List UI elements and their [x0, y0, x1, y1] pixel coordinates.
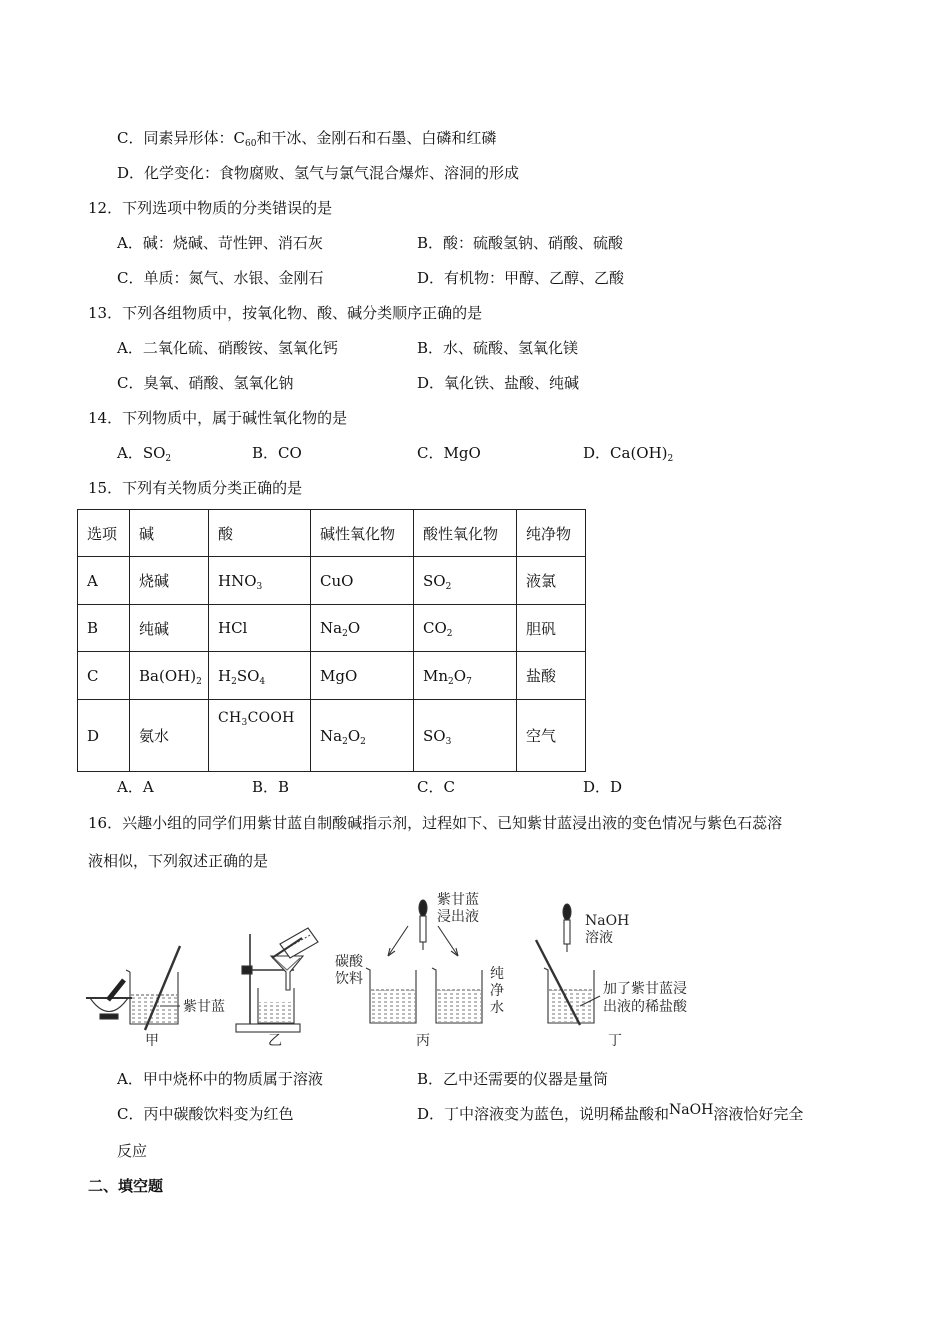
q15-option-c: C．C [417, 778, 455, 796]
header-cell: 纯净物 [517, 510, 586, 557]
q13-stem: 13．下列各组物质中，按氧化物、酸、碱分类顺序正确的是 [88, 304, 483, 322]
q16-option-d-cont: 反应 [117, 1142, 148, 1160]
naoh-label-2: 溶液 [585, 930, 613, 946]
q15-option-d: D．D [583, 778, 623, 796]
label-jia: 甲 [145, 1033, 159, 1049]
acidic-oxide-cell: $Mn_2O_7$ [414, 652, 517, 700]
acid-cell: $HNO_3$ [209, 557, 311, 605]
q14-stem: 14．下列物质中，属于碱性氧化物的是 [88, 409, 348, 427]
header-cell: 碱 [130, 510, 209, 557]
q14-option-d: D．$Ca(OH)_2$ [583, 444, 674, 464]
label-bing: 丙 [416, 1033, 430, 1049]
option-cell: C [78, 652, 130, 700]
soda-label-2: 饮料 [335, 971, 363, 987]
basic-oxide-cell: $Na_2O$ [311, 605, 414, 652]
pure-cell: 液氯 [517, 557, 586, 605]
q12-option-c: C．单质：氮气、水银、金刚石 [117, 269, 324, 287]
q12-option-d: D．有机物：甲醇、乙醇、乙酸 [417, 269, 625, 287]
base-cell: $Ba(OH)_2$ [130, 652, 209, 700]
beaker-jia [126, 946, 180, 1030]
arrow-left [388, 926, 408, 956]
acidic-oxide-cell: $SO_2$ [414, 557, 517, 605]
basic-oxide-cell: CuO [311, 557, 414, 605]
beaker-water [432, 968, 482, 1023]
naoh-label-1: NaOH [585, 913, 630, 929]
cabbage-label: 紫甘蓝 [183, 999, 225, 1015]
pure-cell: 空气 [517, 700, 586, 772]
basic-oxide-cell: MgO [311, 652, 414, 700]
table-header-row [78, 510, 586, 557]
acidic-oxide-cell: $SO_3$ [414, 700, 517, 772]
q14-option-b: B．CO [252, 444, 302, 462]
table-row [78, 557, 586, 605]
dropper-ding [563, 904, 571, 952]
q14-option-c: C．MgO [417, 444, 481, 462]
hcl-label-1: 加了紫甘蓝浸 [603, 981, 687, 997]
q15-stem: 15．下列有关物质分类正确的是 [88, 479, 303, 497]
beaker-ding [536, 940, 594, 1025]
q11-option-d: D．化学变化：食物腐败、氢气与氯气混合爆炸、溶洞的形成 [117, 164, 520, 182]
pure-cell: 盐酸 [517, 652, 586, 700]
filtration-setup [236, 928, 318, 1032]
header-cell: 酸 [209, 510, 311, 557]
q16-option-d: D．丁中溶液变为蓝色，说明稀盐酸和NaOH溶液恰好完全 [417, 1102, 804, 1123]
acid-cell: HCl [209, 605, 311, 652]
base-cell: 烧碱 [130, 557, 209, 605]
base-cell: 氨水 [130, 700, 209, 772]
q12-stem: 12．下列选项中物质的分类错误的是 [88, 199, 333, 217]
option-cell: D [78, 700, 130, 772]
extract-label-2: 浸出液 [437, 909, 479, 925]
hcl-label-2: 出液的稀盐酸 [603, 999, 687, 1015]
header-cell: 碱性氧化物 [311, 510, 414, 557]
q16-option-c: C．丙中碳酸饮料变为红色 [117, 1105, 294, 1123]
q16-option-b: B．乙中还需要的仪器是量筒 [417, 1070, 609, 1088]
water-label-3: 水 [490, 1000, 504, 1016]
table-row [78, 652, 586, 700]
pure-cell: 胆矾 [517, 605, 586, 652]
soda-label-1: 碳酸 [335, 954, 363, 970]
table-row [78, 605, 586, 652]
extract-label-1: 紫甘蓝 [437, 892, 479, 908]
header-cell: 选项 [78, 510, 130, 557]
basic-oxide-cell: $Na_2O_2$ [311, 700, 414, 772]
option-cell: A [78, 557, 130, 605]
q15-option-a: A．A [117, 778, 154, 796]
acidic-oxide-cell: $CO_2$ [414, 605, 517, 652]
q14-option-a: A．$SO_2$ [117, 444, 172, 464]
q16-stem-line2: 液相似，下列叙述正确的是 [88, 852, 269, 870]
acid-cell: $H_2SO_4$ [209, 652, 311, 700]
dropper-bing [419, 900, 427, 950]
q16-option-a: A．甲中烧杯中的物质属于溶液 [117, 1070, 323, 1088]
q15-option-b: B．B [252, 778, 290, 796]
table-row [78, 700, 586, 772]
beaker-soda [366, 968, 416, 1023]
experiment-figure [0, 880, 950, 1060]
q12-option-b: B．酸：硫酸氢钠、硝酸、硫酸 [417, 234, 624, 252]
label-ding: 丁 [608, 1033, 622, 1049]
q12-option-a: A．碱：烧碱、苛性钾、消石灰 [117, 234, 323, 252]
label-yi: 乙 [268, 1033, 282, 1049]
water-label-1: 纯 [490, 966, 504, 982]
q13-option-d: D．氧化铁、盐酸、纯碱 [417, 374, 580, 392]
q13-option-a: A．二氧化硫、硝酸铵、氢氧化钙 [117, 339, 338, 357]
base-cell: 纯碱 [130, 605, 209, 652]
water-label-2: 净 [490, 983, 504, 999]
arrow-right [438, 926, 458, 956]
q11-option-c: C．同素异形体：$C_{60}$和干冰、金刚石和石墨、白磷和红磷 [117, 129, 497, 149]
q13-option-b: B．水、硫酸、氢氧化镁 [417, 339, 579, 357]
classification-table [77, 509, 586, 772]
section-heading: 二、填空题 [88, 1177, 164, 1195]
header-cell: 酸性氧化物 [414, 510, 517, 557]
q16-stem-line1: 16．兴趣小组的同学们用紫甘蓝自制酸碱指示剂，过程如下、已知紫甘蓝浸出液的变色情况与紫色石蕊溶 [88, 814, 783, 832]
option-cell: B [78, 605, 130, 652]
mortar-pestle [86, 980, 132, 1019]
acid-cell: $CH_3COOH$ [209, 700, 311, 772]
q13-option-c: C．臭氧、硝酸、氢氧化钠 [117, 374, 294, 392]
